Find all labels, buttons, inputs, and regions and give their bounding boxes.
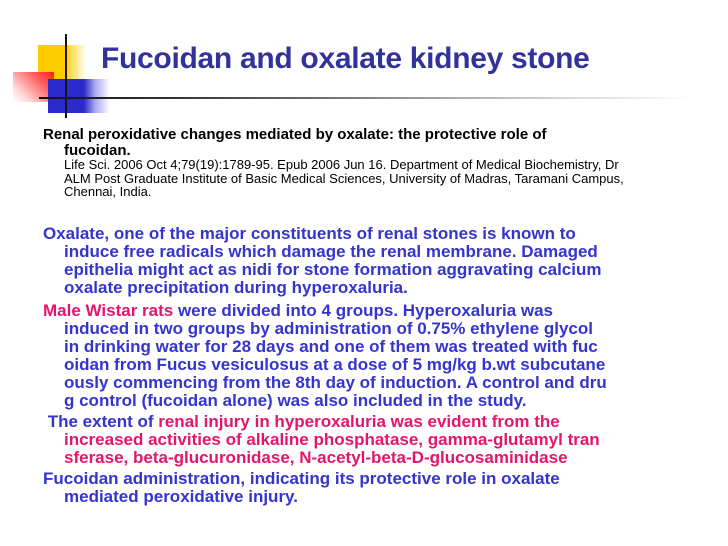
paragraph-abstract-background <box>0 225 728 297</box>
text-segment: Oxalate, one of the major constituents of renal stones is known to <box>43 223 576 243</box>
text-line <box>0 374 728 392</box>
paragraph-abstract-conclusion <box>0 470 728 506</box>
decor-blue-square <box>48 79 110 113</box>
text-segment: Fucoidan administration, indicating its protective role in oxalate <box>43 468 560 488</box>
text-line <box>0 143 728 159</box>
text-segment: increased activities of alkaline phosphatase, gamma-glutamyl tran <box>64 429 600 449</box>
text-line <box>0 243 728 261</box>
text-line <box>0 488 728 506</box>
slide-text-area <box>0 127 728 506</box>
text-line <box>0 431 728 449</box>
text-segment: epithelia might act as nidi for stone formation aggravating calcium <box>64 259 602 279</box>
paragraph-reference <box>0 127 728 199</box>
paragraph-abstract-methods <box>0 302 728 410</box>
text-line <box>0 158 728 172</box>
text-segment: in drinking water for 28 days and one of them was treated with fuc <box>64 336 598 356</box>
text-line <box>0 320 728 338</box>
text-segment: oxalate precipitation during hyperoxaluria. <box>64 277 408 297</box>
text-line <box>0 392 728 410</box>
text-line <box>0 225 728 243</box>
text-line <box>0 185 728 199</box>
text-segment: Life Sci. 2006 Oct 4;79(19):1789-95. Epub 2006 Jun 16. Department of Medical Biochemistry, Dr <box>64 157 619 173</box>
title-separator-line <box>39 97 708 99</box>
text-line <box>0 302 728 320</box>
text-segment: sferase, beta-glucuronidase, N-acetyl-beta-D-glucosaminidase <box>64 447 568 467</box>
text-line <box>0 449 728 467</box>
text-segment: ously commencing from the 8th day of induction. A control and dru <box>64 372 607 392</box>
text-segment: fucoidan. <box>64 141 131 159</box>
text-segment: were divided into 4 groups. Hyperoxaluria was <box>173 300 554 320</box>
text-line <box>0 127 728 143</box>
text-line <box>0 413 728 431</box>
text-segment: Chennai, India. <box>64 184 152 200</box>
text-line <box>0 172 728 186</box>
text-segment: The extent of <box>43 411 159 431</box>
text-line <box>0 279 728 297</box>
paragraph-abstract-results <box>0 413 728 467</box>
slide-title: Fucoidan and oxalate kidney stone <box>101 42 590 75</box>
text-line <box>0 338 728 356</box>
text-segment: induce free radicals which damage the renal membrane. Damaged <box>64 241 598 261</box>
text-segment: renal injury in hyperoxaluria was evident from the <box>158 411 560 431</box>
text-segment: Renal peroxidative changes mediated by oxalate: the protective role of <box>43 126 547 143</box>
text-segment: induced in two groups by administration of 0.75% ethylene glycol <box>64 318 593 338</box>
text-segment: Male Wistar rats <box>43 300 174 320</box>
text-line <box>0 356 728 374</box>
text-segment: mediated peroxidative injury. <box>64 486 298 506</box>
decor-vertical-line <box>65 34 67 118</box>
text-line <box>0 470 728 488</box>
text-segment: g control (fucoidan alone) was also included in the study. <box>64 390 527 410</box>
text-segment: ALM Post Graduate Institute of Basic Medical Sciences, University of Madras, Taramani Campus, <box>64 170 624 186</box>
text-line <box>0 261 728 279</box>
text-segment: oidan from Fucus vesiculosus at a dose of 5 mg/kg b.wt subcutane <box>64 354 606 374</box>
